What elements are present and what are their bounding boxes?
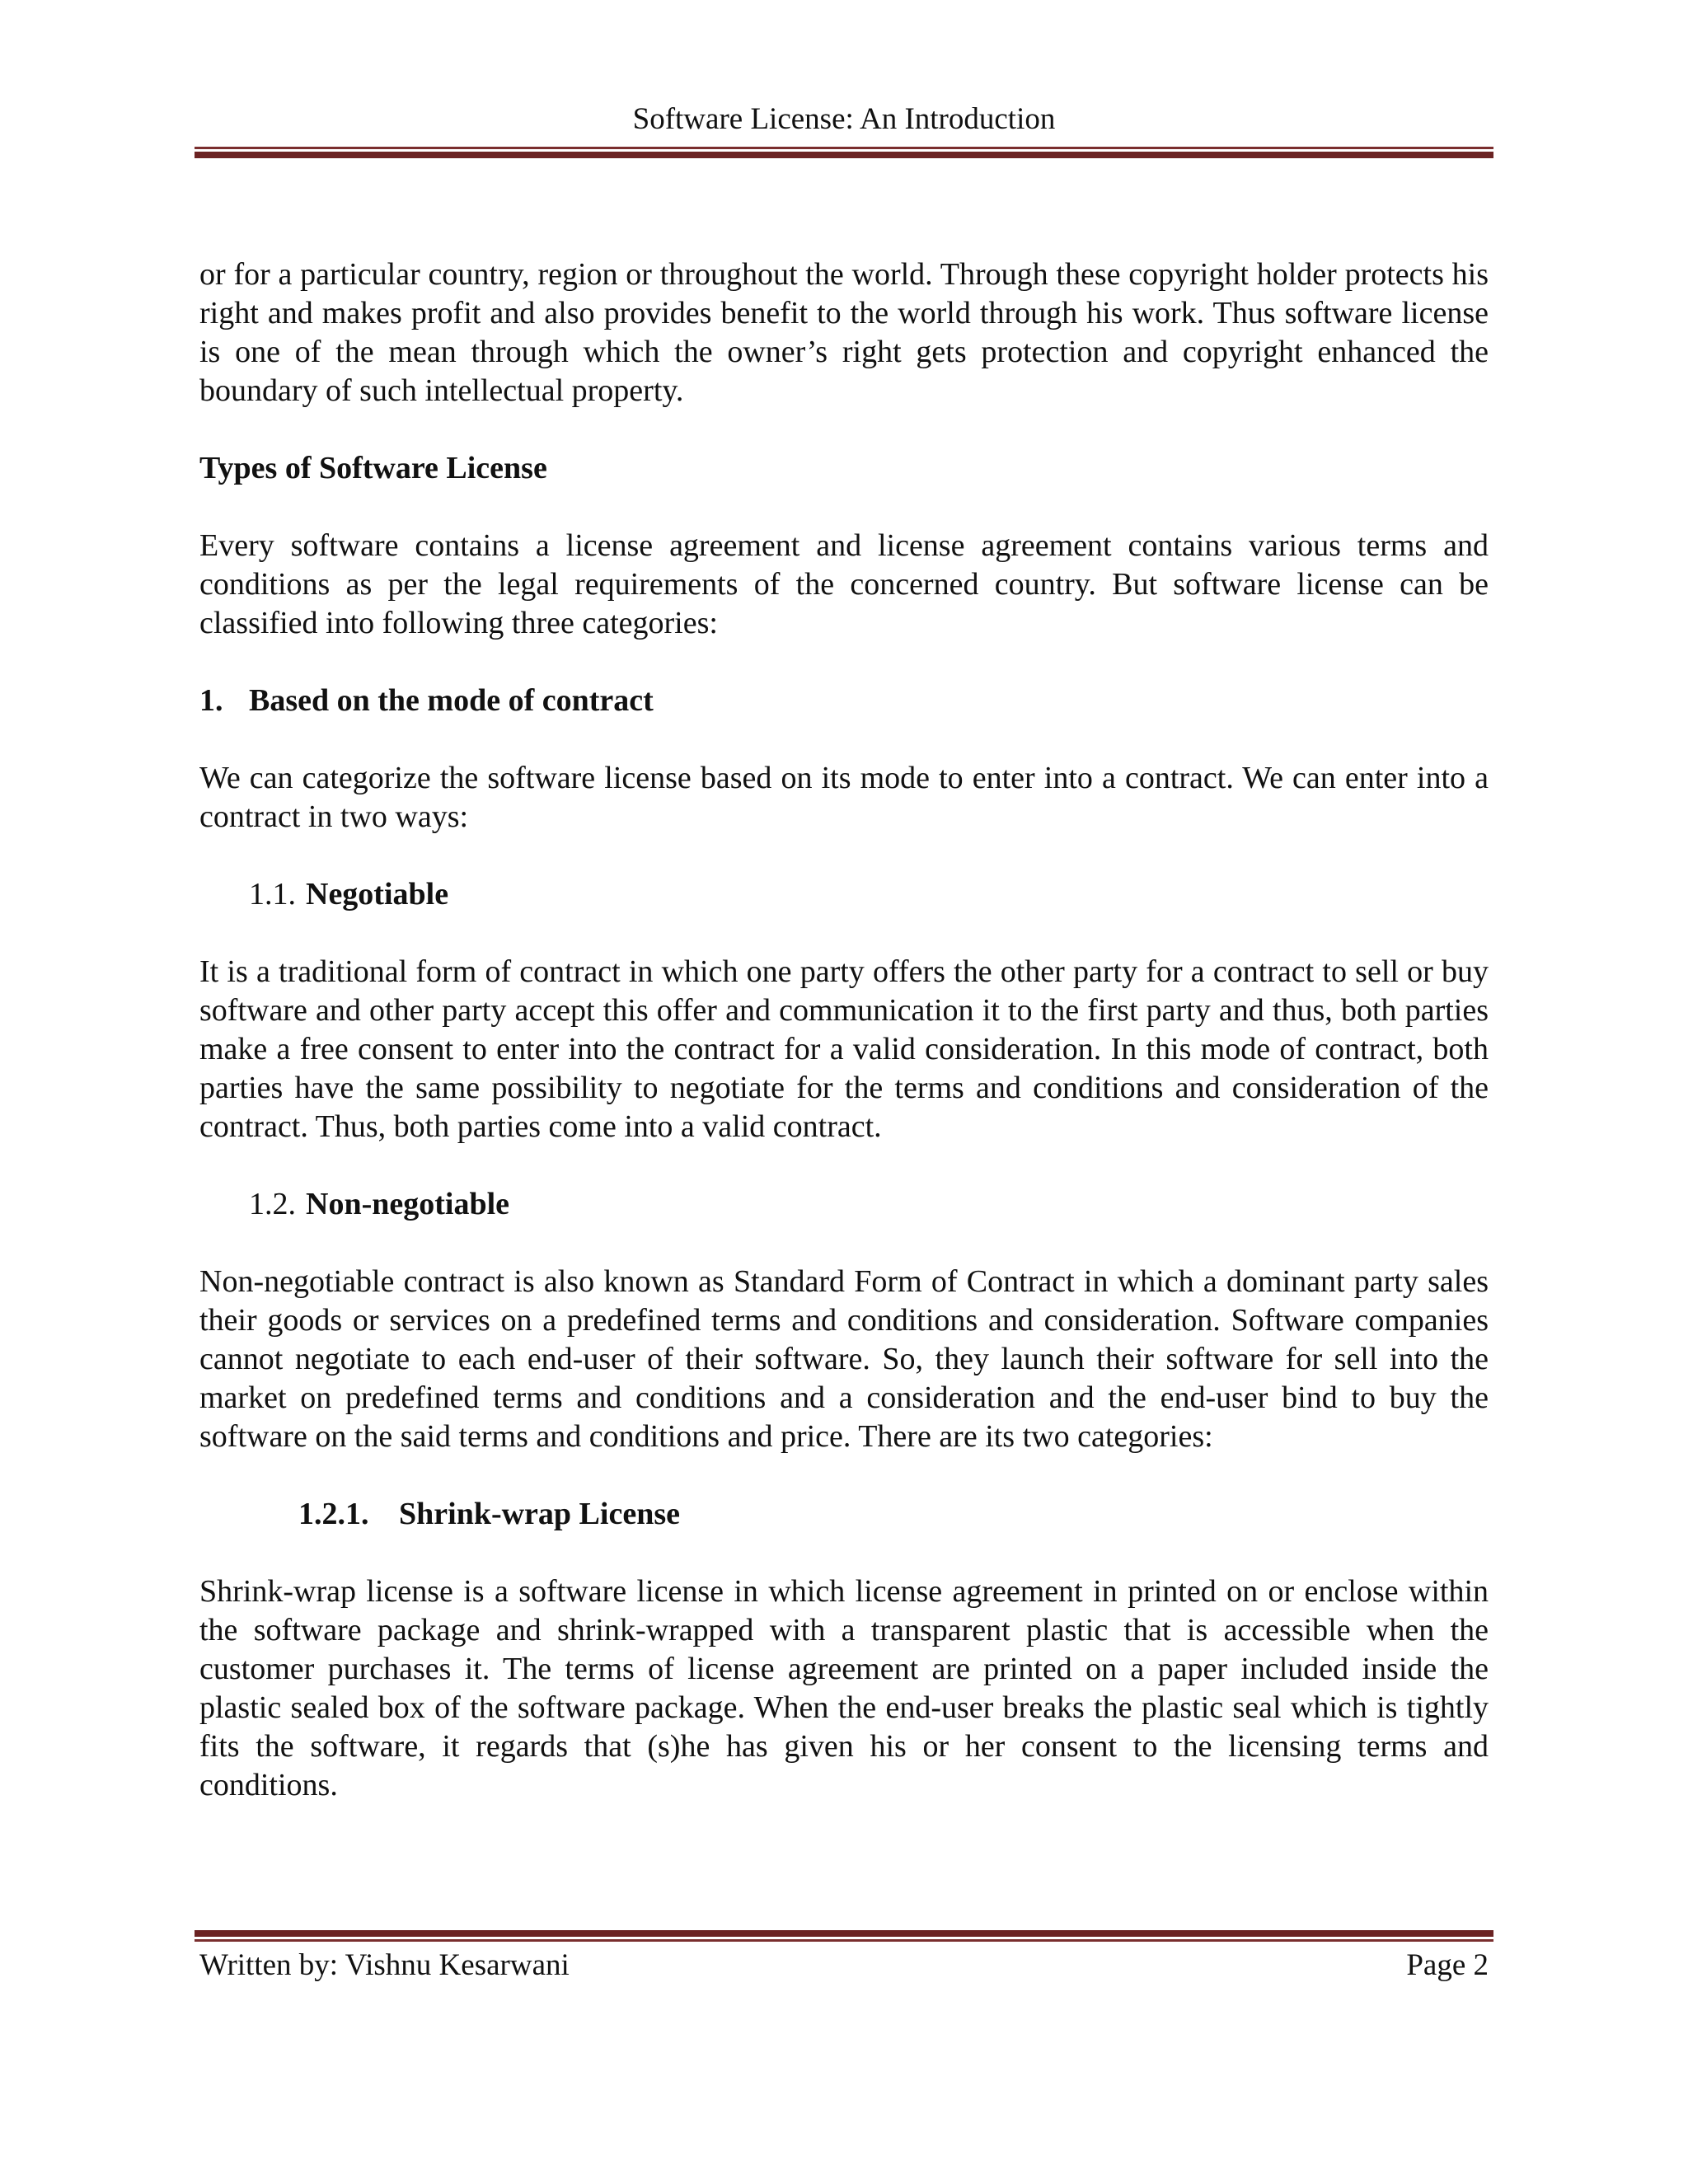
section-1-2-1-paragraph: Shrink-wrap license is a software license in which license agreement in printed on or enclose within the software package and shrink-wrapped with a transparent plastic that is accessible when the customer purchases it. The terms of license agreement are printed on a paper included inside the plastic sealed box of the software package. When the end-user breaks the plastic seal which is tightly fits the software, it regards that (s)he has given his or her consent to the licensing terms and conditions. <box>199 1574 1489 1802</box>
document-body <box>199 255 1489 1805</box>
types-heading: Types of Software License <box>199 451 547 485</box>
page-header-title: Software License: An Introduction <box>632 102 1056 136</box>
section-1-2-1-number: 1.2.1. <box>298 1497 369 1531</box>
section-1-2-1-heading <box>298 1495 1489 1534</box>
section-1-2-1-title: Shrink-wrap License <box>399 1497 680 1531</box>
footer-author: Written by: Vishnu Kesarwani <box>199 1948 570 1982</box>
section-1-2-paragraph: Non-negotiable contract is also known as Standard Form of Contract in which a dominant party sales their goods or services on a predefined terms and conditions and consideration. Software companies cannot negotiate to each end-user of their software. So, they launch their software for sell into the market on predefined terms and conditions and a consideration and the end-user bind to buy the software on the said terms and conditions and price. There are its two categories: <box>199 1264 1489 1454</box>
section-1-paragraph: We can categorize the software license based on its mode to enter into a contract. We can enter into a contract in two ways: <box>199 761 1489 834</box>
types-paragraph: Every software contains a license agreement and license agreement contains various terms and conditions as per the legal requirements of the concerned country. But software license can be classified into following three categories: <box>199 528 1489 640</box>
section-1-2-heading <box>249 1185 1489 1224</box>
section-1-1-number: 1.1. <box>249 877 296 912</box>
section-1-1-heading <box>249 875 1489 914</box>
header-divider <box>195 147 1493 158</box>
section-1-1-title: Negotiable <box>306 877 449 912</box>
section-1-number: 1. <box>199 683 223 718</box>
section-1-title: Based on the mode of contract <box>249 683 654 718</box>
footer-divider <box>195 1930 1493 1942</box>
section-1-2-title: Non-negotiable <box>306 1187 509 1221</box>
section-1-2-number: 1.2. <box>249 1187 296 1221</box>
section-1-heading <box>199 682 1489 720</box>
intro-paragraph: or for a particular country, region or throughout the world. Through these copyright holder protects his right and makes profit and also provides benefit to the world through his work. Thus software license is one of the mean through which the owner’s right gets protection and copyright enhanced the boundary of such intellectual property. <box>199 257 1489 408</box>
section-1-1-paragraph: It is a traditional form of contract in which one party offers the other party for a contract to sell or buy software and other party accept this offer and communication it to the first party and thus, both parties make a free consent to enter into the contract for a valid consideration. In this mode of contract, both parties have the same possibility to negotiate for the terms and conditions and consideration of the contract. Thus, both parties come into a valid contract. <box>199 954 1489 1144</box>
page-footer <box>199 1943 1489 1988</box>
footer-page-number: Page 2 <box>1406 1948 1489 1982</box>
